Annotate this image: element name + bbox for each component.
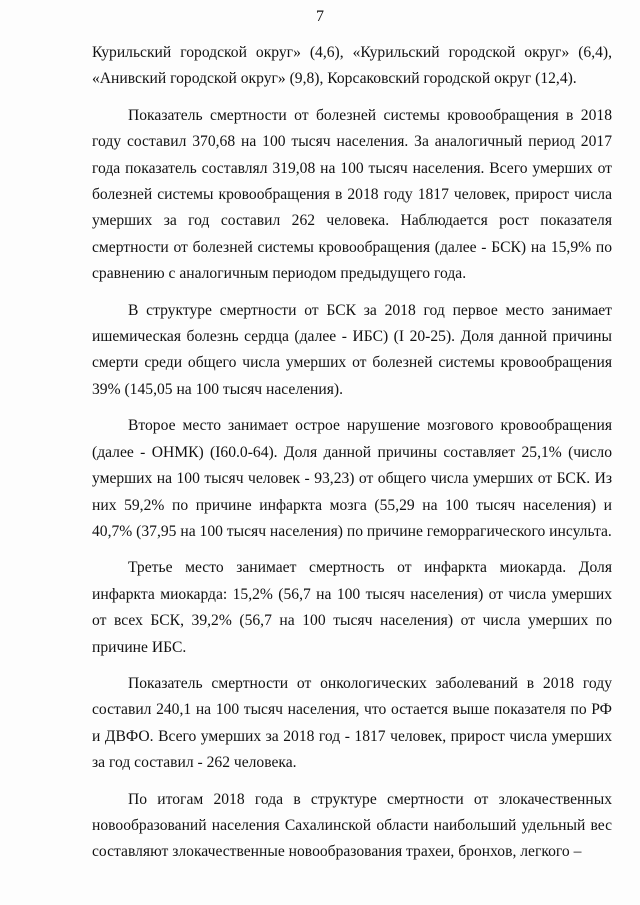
page-number: 7 [316, 8, 324, 25]
paragraph-ihd-structure: В структуре смертности от БСК за 2018 год первое место занимает ишемическая болезнь сердца (далее - ИБС) (I 20-25). Доля данной причины смерти среди общего числа умерших от болезней системы кровообращения 39% (145,05 на 100 тысяч населения). [92, 301, 612, 398]
paragraph-stroke: Второе место занимает острое нарушение мозгового кровообращения (далее - ОНМК) (I60.0-64). Доля данной причины составляет 25,1% (число умерших на 100 тысяч человек - 93,23) от общего числа умерших от БСК. Из них 59,2% по причине инфаркта мозга (55,29 на 100 тысяч населения) и 40,7% (37,95 на 100 тысяч населения) по причине геморрагического инсульта. [92, 417, 612, 540]
document-body [92, 40, 612, 876]
paragraph-oncology-mortality: Показатель смертности от онкологических заболеваний в 2018 году составил 240,1 на 100 тысяч населения, что остается выше показателя по РФ и ДВФО. Всего умерших за 2018 год - 1817 человек, прирост числа умерших за год составил - 262 человека. [92, 674, 612, 772]
paragraph-continuation: Курильский городской округ» (4,6), «Курильский городской округ» (6,4), «Анивский городской округ» (9,8), Корсаковский городской округ (12,4). [92, 44, 612, 88]
paragraph-bsk-mortality: Показатель смертности от болезней системы кровообращения в 2018 году составил 370,68 на 100 тысяч населения. За аналогичный период 2017 года показатель составлял 319,08 на 100 тысяч населения. Всего умерших от болезней системы кровообращения в 2018 году 1817 человек, прирост числа умерших за год составил 262 человека. Наблюдается рост показателя смертности от болезней системы кровообращения (далее - БСК) на 15,9% по сравнению с аналогичным периодом предыдущего года. [92, 106, 612, 283]
paragraph-oncology-structure: По итогам 2018 года в структуре смертности от злокачественных новообразований населения Сахалинской области наибольший удельный вес составляют злокачественные новообразования трахеи, бронхов, легкого – [92, 790, 612, 861]
paragraph-myocardial-infarction: Третье место занимает смертность от инфаркта миокарда. Доля инфаркта миокарда: 15,2% (56,7 на 100 тысяч населения) от числа умерших от всех БСК, 39,2% (56,7 на 100 тысяч населения) от числа умерших по причине ИБС. [92, 559, 612, 656]
